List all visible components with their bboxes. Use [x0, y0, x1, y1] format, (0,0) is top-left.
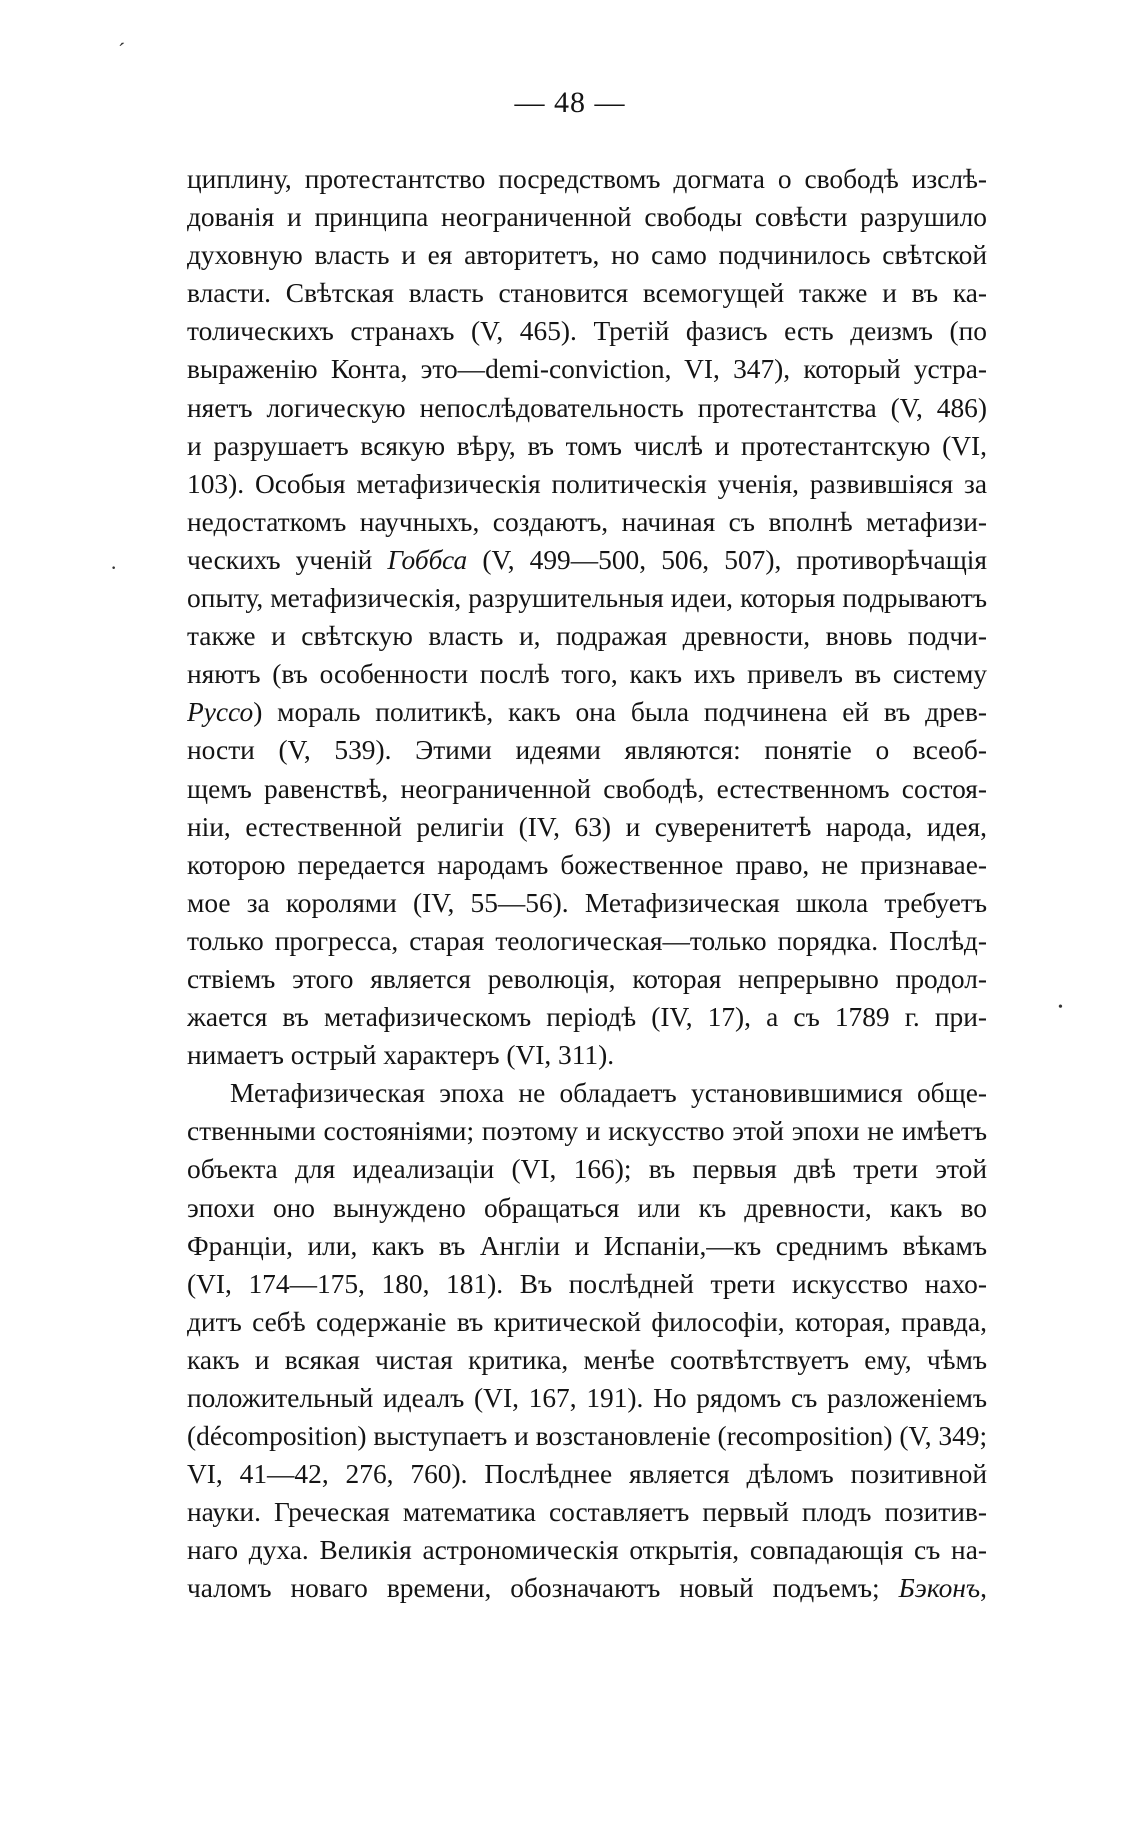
text-line: недостаткомъ научныхъ, создаютъ, начиная съ вполнѣ метафизи- [187, 506, 987, 537]
text-line: няетъ логическую непослѣдовательность протестантства (V, 486) [187, 392, 987, 423]
text-line: выраженію Конта, это—demi-conviction, VI, 347), который устра- [187, 354, 987, 385]
text-line: VI, 41—42, 276, 760). Послѣднее является дѣломъ позитивной [187, 1459, 987, 1490]
text-line: ствіемъ этого является революція, которая непрерывно продол- [187, 963, 987, 994]
text-line: дованія и принципа неограниченной свободы совѣсти разрушило [187, 202, 987, 233]
text-line: Франціи, или, какъ въ Англіи и Испаніи,—къ среднимъ вѣкамъ [187, 1230, 987, 1261]
text-line: мое за королями (IV, 55—56). Метафизическая школа требуетъ [187, 887, 987, 918]
text-line: 103). Особыя метафизическія политическія ученія, развившіяся за [187, 468, 987, 499]
text-line: Руссо) мораль политикѣ, какъ она была подчинена ей въ древ- [187, 697, 987, 728]
text-line: эпохи оно вынуждено обращаться или къ древности, какъ во [187, 1192, 987, 1223]
text-line: объекта для идеализаціи (VI, 166); въ первыя двѣ трети этой [187, 1154, 987, 1185]
italic-name: Руссо [187, 697, 254, 728]
text-line: няютъ (въ особенности послѣ того, какъ ихъ привелъ въ систему [187, 659, 987, 690]
text-line: толическихъ странахъ (V, 465). Третій фазисъ есть деизмъ (по [187, 316, 987, 347]
page-number: — 48 — [514, 86, 626, 119]
italic-name: Бэконъ [898, 1573, 981, 1604]
paragraph-1 [187, 160, 987, 1074]
text-line: ности (V, 539). Этими идеями являются: понятіе о всеоб- [187, 735, 987, 766]
text-line: нимаетъ острый характеръ (VI, 311). [187, 1040, 615, 1071]
text-line: духовную власть и ея авторитетъ, но само подчинилось свѣтской [187, 240, 987, 271]
text-line: ственными состояніями; поэтому и искусство этой эпохи не имѣетъ [187, 1116, 987, 1147]
text-line: которою передается народамъ божественное право, не признавае- [187, 849, 987, 880]
text-line: какъ и всякая чистая критика, менѣе соотвѣтствуетъ ему, чѣмъ [187, 1344, 987, 1375]
text-line: ніи, естественной религіи (IV, 63) и суверенитетѣ народа, идея, [187, 811, 987, 842]
italic-name: Гоббса [387, 544, 468, 575]
text-line: власти. Свѣтская власть становится всемогущей также и въ ка- [187, 278, 987, 309]
text-line: Метафизическая эпоха не обладаетъ установившимися обще- [230, 1078, 987, 1109]
text-line: (VI, 174—175, 180, 181). Въ послѣдней трети искусство нахо- [187, 1268, 987, 1299]
text-line: щемъ равенствѣ, неограниченной свободѣ, естественномъ состоя- [187, 773, 987, 804]
text-line: также и свѣтскую власть и, подражая древности, вновь подчи- [187, 621, 987, 652]
body-text [187, 160, 987, 1608]
text-line: и разрушаетъ всякую вѣру, въ томъ числѣ и протестантскую (VI, [187, 430, 987, 461]
text-line: положительный идеалъ (VI, 167, 191). Но рядомъ съ разложеніемъ [187, 1383, 987, 1413]
text-line: (décomposition) выступаетъ и возстановленіе (recomposition) (V, 349; [187, 1421, 987, 1452]
text-line: циплину, протестантство посредствомъ догмата о свободѣ изслѣ- [187, 164, 987, 194]
text-line: опыту, метафизическія, разрушительныя идеи, которыя подрываютъ [187, 583, 987, 614]
paragraph-2 [187, 1074, 987, 1607]
text-line: дитъ себѣ содержаніе въ критической философіи, которая, правда, [187, 1306, 987, 1337]
margin-mark-left: · [110, 555, 118, 580]
text-line: жается въ метафизическомъ періодѣ (IV, 17), а съ 1789 г. при- [187, 1002, 987, 1033]
text-line: ческихъ ученій Гоббса (V, 499—500, 506, 507), противорѣчащія [187, 544, 987, 575]
margin-mark-top-left: ˊ [118, 38, 126, 63]
text-line: чаломъ новаго времени, обозначаютъ новый подъемъ; Бэконъ, [187, 1573, 987, 1604]
text-line: только прогресса, старая теологическая—только порядка. Послѣд- [187, 925, 987, 956]
margin-mark-right: • [1058, 1000, 1063, 1015]
text-line: науки. Греческая математика составляетъ первый плодъ позитив- [187, 1497, 987, 1528]
text-line: наго духа. Великія астрономическія открытія, совпадающія съ на- [187, 1535, 987, 1566]
